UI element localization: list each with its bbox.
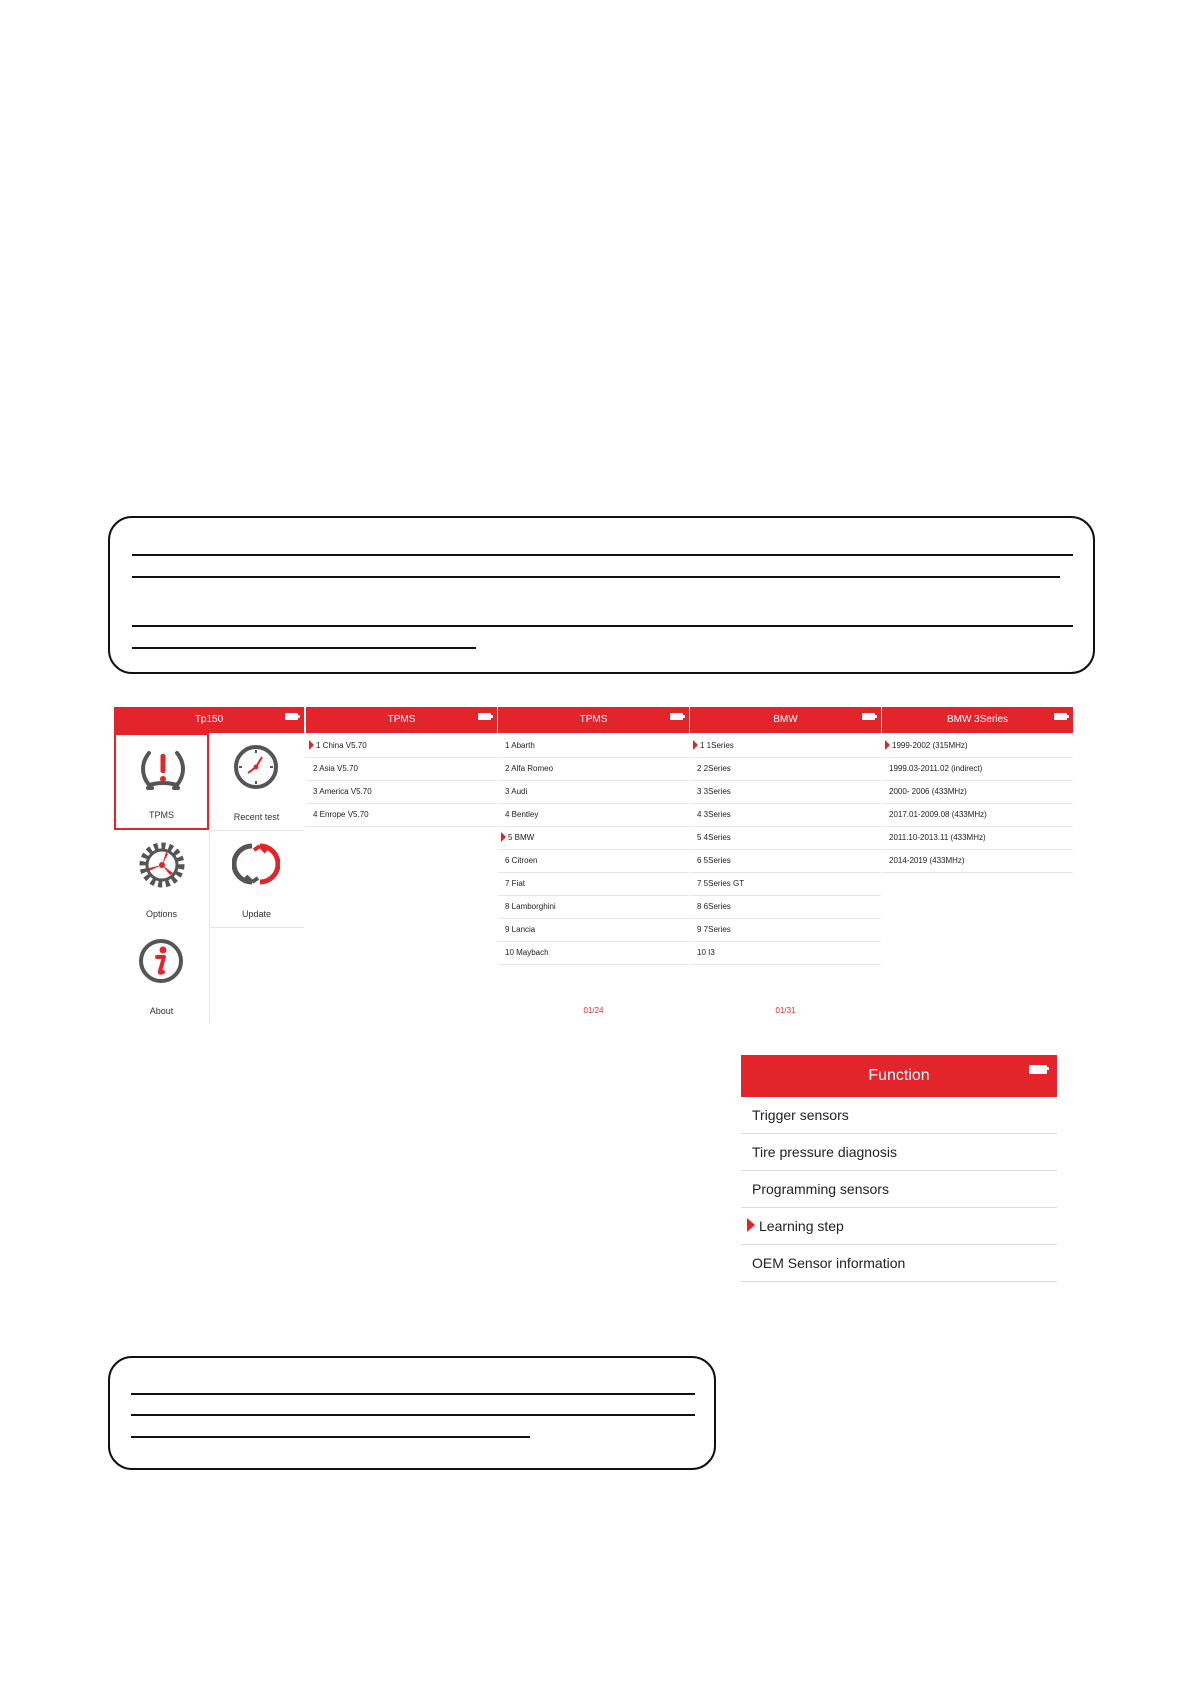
tile-label: Recent test (233, 812, 280, 822)
list-item[interactable] (882, 804, 1073, 827)
list-item[interactable] (882, 758, 1073, 781)
list-item-label: 2 Asia V5.70 (313, 764, 358, 773)
selection-arrow-icon (747, 1218, 755, 1232)
blank-line (131, 1436, 530, 1438)
list-item-label: 4 Bentley (505, 810, 539, 819)
list (306, 735, 497, 827)
list-item[interactable] (498, 896, 689, 919)
list-item[interactable] (690, 942, 881, 965)
list-item-label: 9 Lancia (505, 925, 536, 934)
function-item[interactable] (741, 1245, 1057, 1282)
list-item-label: 2017.01-2009.08 (433MHz) (889, 810, 987, 819)
list-item-label: 5 BMW (508, 833, 535, 842)
list-item-label: 3 Audi (505, 787, 528, 796)
function-list (741, 1097, 1057, 1282)
function-item-label: Programming sensors (752, 1181, 889, 1197)
function-item-label: OEM Sensor information (752, 1255, 906, 1271)
list-item[interactable] (306, 781, 497, 804)
blank-line (132, 576, 1060, 578)
list-item[interactable] (882, 850, 1073, 873)
selection-arrow-icon (309, 740, 314, 750)
list-item[interactable] (690, 735, 881, 758)
battery-icon (862, 713, 875, 720)
screen-title: TPMS (579, 714, 608, 725)
list-item-label: 8 Lamborghini (505, 902, 556, 911)
list-item-label: 2000- 2006 (433MHz) (889, 787, 967, 796)
list-item[interactable] (306, 735, 497, 758)
list-item[interactable] (882, 827, 1073, 850)
list-item[interactable] (498, 942, 689, 965)
list-item[interactable] (690, 919, 881, 942)
screen-header (498, 707, 689, 733)
list-item[interactable] (690, 827, 881, 850)
battery-icon (1029, 1065, 1047, 1074)
function-item-label: Learning step (759, 1218, 844, 1234)
function-item-label: Trigger sensors (752, 1107, 849, 1123)
region-screen (306, 707, 497, 1023)
list-item-label: 1999.03-2011.02 (indirect) (889, 764, 983, 773)
selection-arrow-icon (885, 740, 890, 750)
screen-title: TPMS (387, 714, 416, 725)
blank-line (132, 554, 1073, 556)
make-screen (498, 707, 689, 1023)
function-item[interactable] (741, 1134, 1057, 1171)
blank-line (132, 647, 476, 649)
list-item[interactable] (498, 735, 689, 758)
function-item[interactable] (741, 1171, 1057, 1208)
tpms-warning-icon (139, 745, 187, 793)
home-screen (114, 707, 304, 1023)
list-item[interactable] (498, 919, 689, 942)
list-item-label: 5 4Series (697, 833, 731, 842)
screen-header (114, 707, 304, 733)
list (882, 735, 1073, 873)
page-indicator: 01/31 (775, 1006, 796, 1015)
list-item[interactable] (690, 873, 881, 896)
tpms-tile[interactable] (114, 733, 209, 830)
list-item-label: 1 China V5.70 (316, 741, 367, 750)
list-item-label: 6 Citroen (505, 856, 538, 865)
refresh-icon (232, 840, 280, 888)
list-item-label: 1 Abarth (505, 741, 535, 750)
page-indicator: 01/24 (583, 1006, 604, 1015)
update-tile[interactable] (209, 830, 304, 927)
list-item-label: 1999-2002 (315MHz) (892, 741, 968, 750)
note-box-bottom (108, 1356, 716, 1470)
recent-test-tile[interactable] (209, 733, 304, 830)
blank-line (131, 1393, 695, 1395)
clock-icon (232, 743, 280, 791)
note-box-top (108, 516, 1095, 674)
screen-header (882, 707, 1073, 733)
list-item-label: 7 Fiat (505, 879, 526, 888)
list-item[interactable] (690, 804, 881, 827)
list-item-label: 10 Maybach (505, 948, 549, 957)
list-item[interactable] (498, 758, 689, 781)
list-item[interactable] (882, 781, 1073, 804)
list-item[interactable] (498, 781, 689, 804)
function-panel (741, 1055, 1057, 1285)
list-item-label: 2014-2019 (433MHz) (889, 856, 965, 865)
screen-header (690, 707, 881, 733)
list-item-label: 4 Enrope V5.70 (313, 810, 369, 819)
list-item-label: 1 1Series (700, 741, 734, 750)
battery-icon (285, 713, 298, 720)
list-item[interactable] (498, 850, 689, 873)
screen-title: BMW 3Series (946, 714, 1009, 725)
list-item-label: 3 America V5.70 (313, 787, 372, 796)
tile-label: Update (241, 909, 272, 919)
options-tile[interactable] (114, 830, 209, 927)
info-icon (137, 937, 185, 985)
battery-icon (1054, 713, 1067, 720)
list (498, 735, 689, 965)
about-tile[interactable] (114, 927, 209, 1023)
selection-arrow-icon (693, 740, 698, 750)
year-screen (882, 707, 1073, 1023)
list-item-label: 2 Alfa Romeo (505, 764, 554, 773)
list-item-label: 4 3Series (697, 810, 731, 819)
list-item[interactable] (306, 758, 497, 781)
battery-icon (670, 713, 683, 720)
list (690, 735, 881, 965)
blank-line (131, 1414, 695, 1416)
list-item[interactable] (498, 827, 689, 850)
list-item-label: 7 5Series GT (697, 879, 745, 888)
function-item[interactable] (741, 1097, 1057, 1134)
list-item[interactable] (690, 896, 881, 919)
screen-title: BMW (773, 714, 798, 725)
list-item[interactable] (882, 735, 1073, 758)
list-item-label: 3 3Series (697, 787, 731, 796)
list-item-label: 8 6Series (697, 902, 731, 911)
list-item-label: 6 5Series (697, 856, 731, 865)
gear-icon (137, 840, 187, 890)
list-item-label: 2011.10-2013.11 (433MHz) (889, 833, 986, 842)
model-screen (690, 707, 881, 1023)
list-item[interactable] (690, 781, 881, 804)
list-item[interactable] (498, 804, 689, 827)
tile-label: About (149, 1006, 174, 1016)
tile-label: TPMS (148, 810, 174, 820)
battery-icon (478, 713, 491, 720)
list-item[interactable] (498, 873, 689, 896)
selection-arrow-icon (501, 832, 506, 842)
tile-label: Options (145, 909, 178, 919)
list-item[interactable] (690, 850, 881, 873)
list-item-label: 10 I3 (697, 948, 715, 957)
function-item-label: Tire pressure diagnosis (752, 1144, 897, 1160)
list-item-label: 9 7Series (697, 925, 731, 934)
screen-header (306, 707, 497, 733)
blank-line (132, 625, 1073, 627)
list-item[interactable] (690, 758, 881, 781)
screen-title: Tp150 (194, 714, 224, 725)
list-item[interactable] (306, 804, 497, 827)
list-item-label: 2 2Series (697, 764, 731, 773)
function-item[interactable] (741, 1208, 1057, 1245)
function-title: Function (868, 1067, 930, 1084)
function-header (741, 1055, 1057, 1097)
